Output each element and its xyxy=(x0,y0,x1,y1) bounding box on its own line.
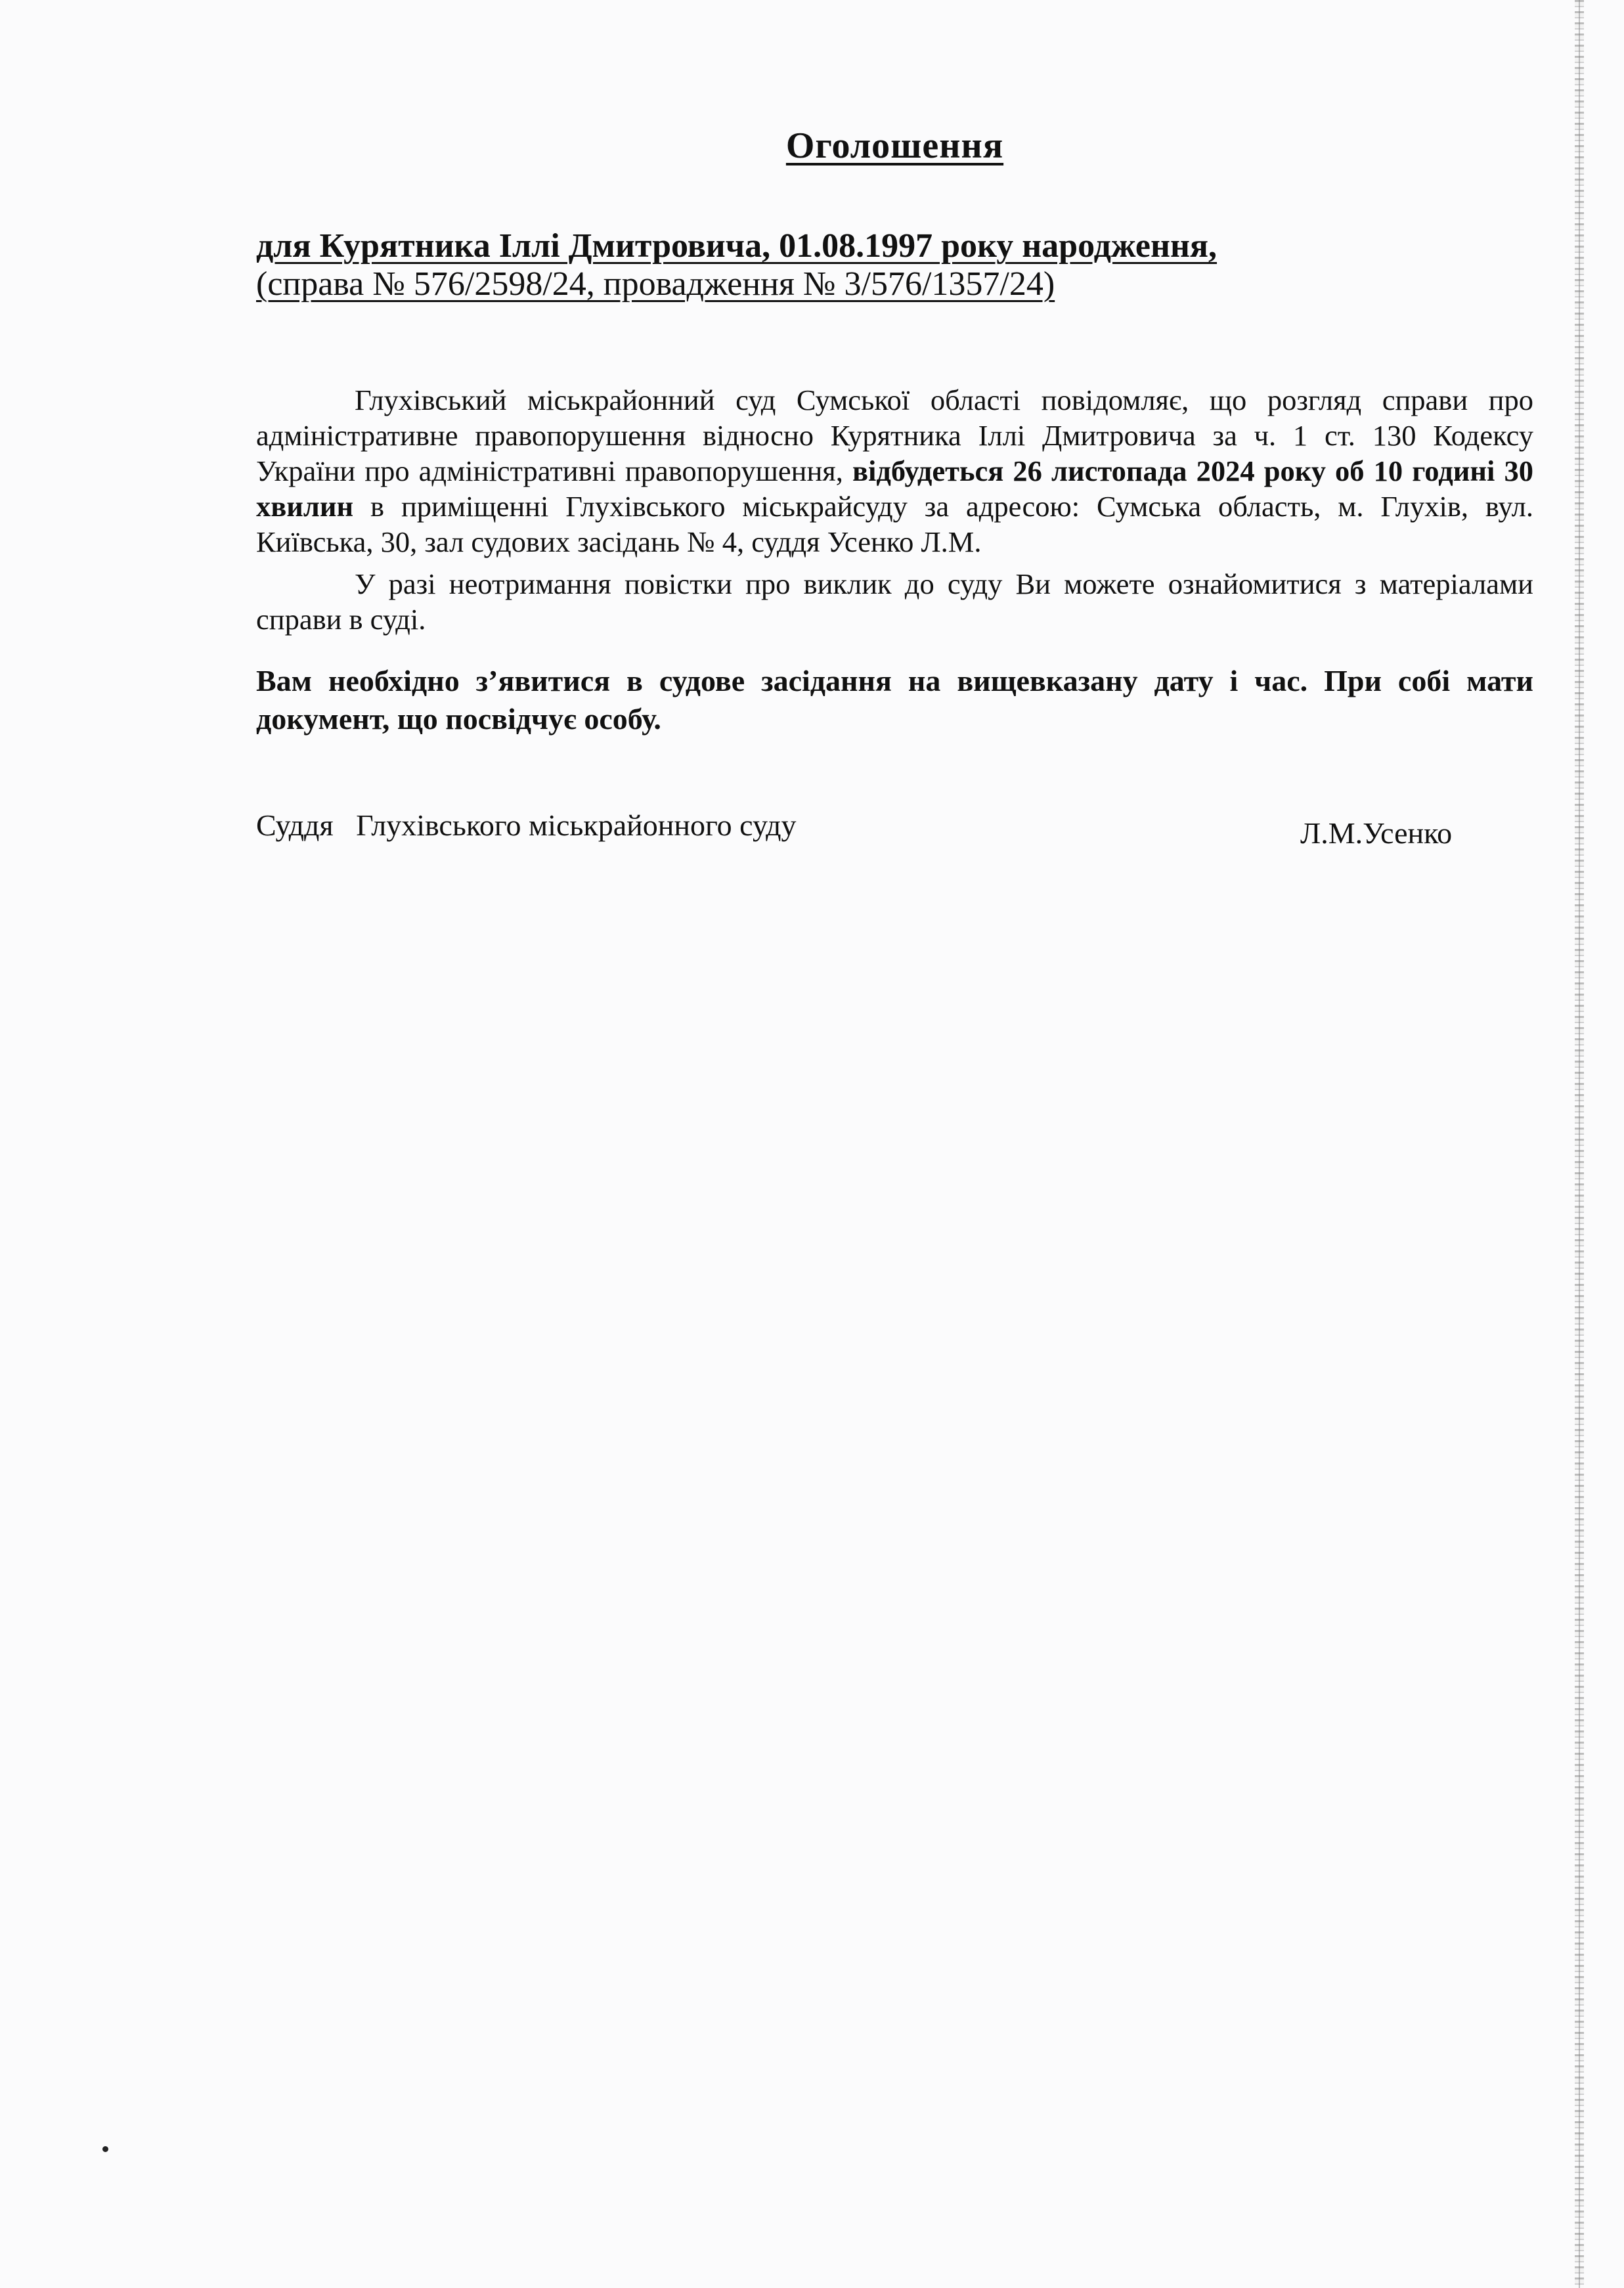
hearing-text-part1: Глухівський міськрайонний суд Сумської області повідомляє, що розгляд справи про адміністративне правопорушення відносно Курятника Іллі Дмитровича за ч. 1 ст. 130 Кодексу України про адміністративні правопорушення, xyxy=(256,384,1533,487)
document-title: Оголошення xyxy=(785,125,1004,166)
hearing-paragraph xyxy=(256,382,1533,560)
document-body xyxy=(256,125,1533,854)
case-number-line: (справа № 576/2598/24, провадження № 3/576/1357/24) xyxy=(256,265,1055,303)
scan-speck xyxy=(102,2146,108,2152)
recipient-line: для Курятника Іллі Дмитровича, 01.08.1997 року народження, xyxy=(256,227,1218,265)
attendance-notice: Вам необхідно з’явитися в судове засідання на вищевказану дату і час. При собі мати документ, що посвідчує особу. xyxy=(256,664,1533,736)
hearing-text-part2: в приміщенні Глухівського міськрайсуду за адресою: Сумська область, м. Глухів, вул. Київська, 30, зал судових засідань № 4, суддя Усенко Л.М. xyxy=(256,490,1533,558)
signature-block xyxy=(256,808,1533,854)
hearing-datetime: відбудеться 26 листопада 2024 року об 10 годині 30 хвилин xyxy=(256,454,1533,523)
summons-paragraph: У разі неотримання повістки про виклик до суду Ви можете ознайомитися з матеріалами справи в суді. xyxy=(256,567,1533,636)
judge-position: Суддя Глухівського міськрайонного суду xyxy=(256,808,797,842)
scan-edge xyxy=(1575,0,1584,2288)
judge-name: Л.М.Усенко xyxy=(1300,816,1453,850)
